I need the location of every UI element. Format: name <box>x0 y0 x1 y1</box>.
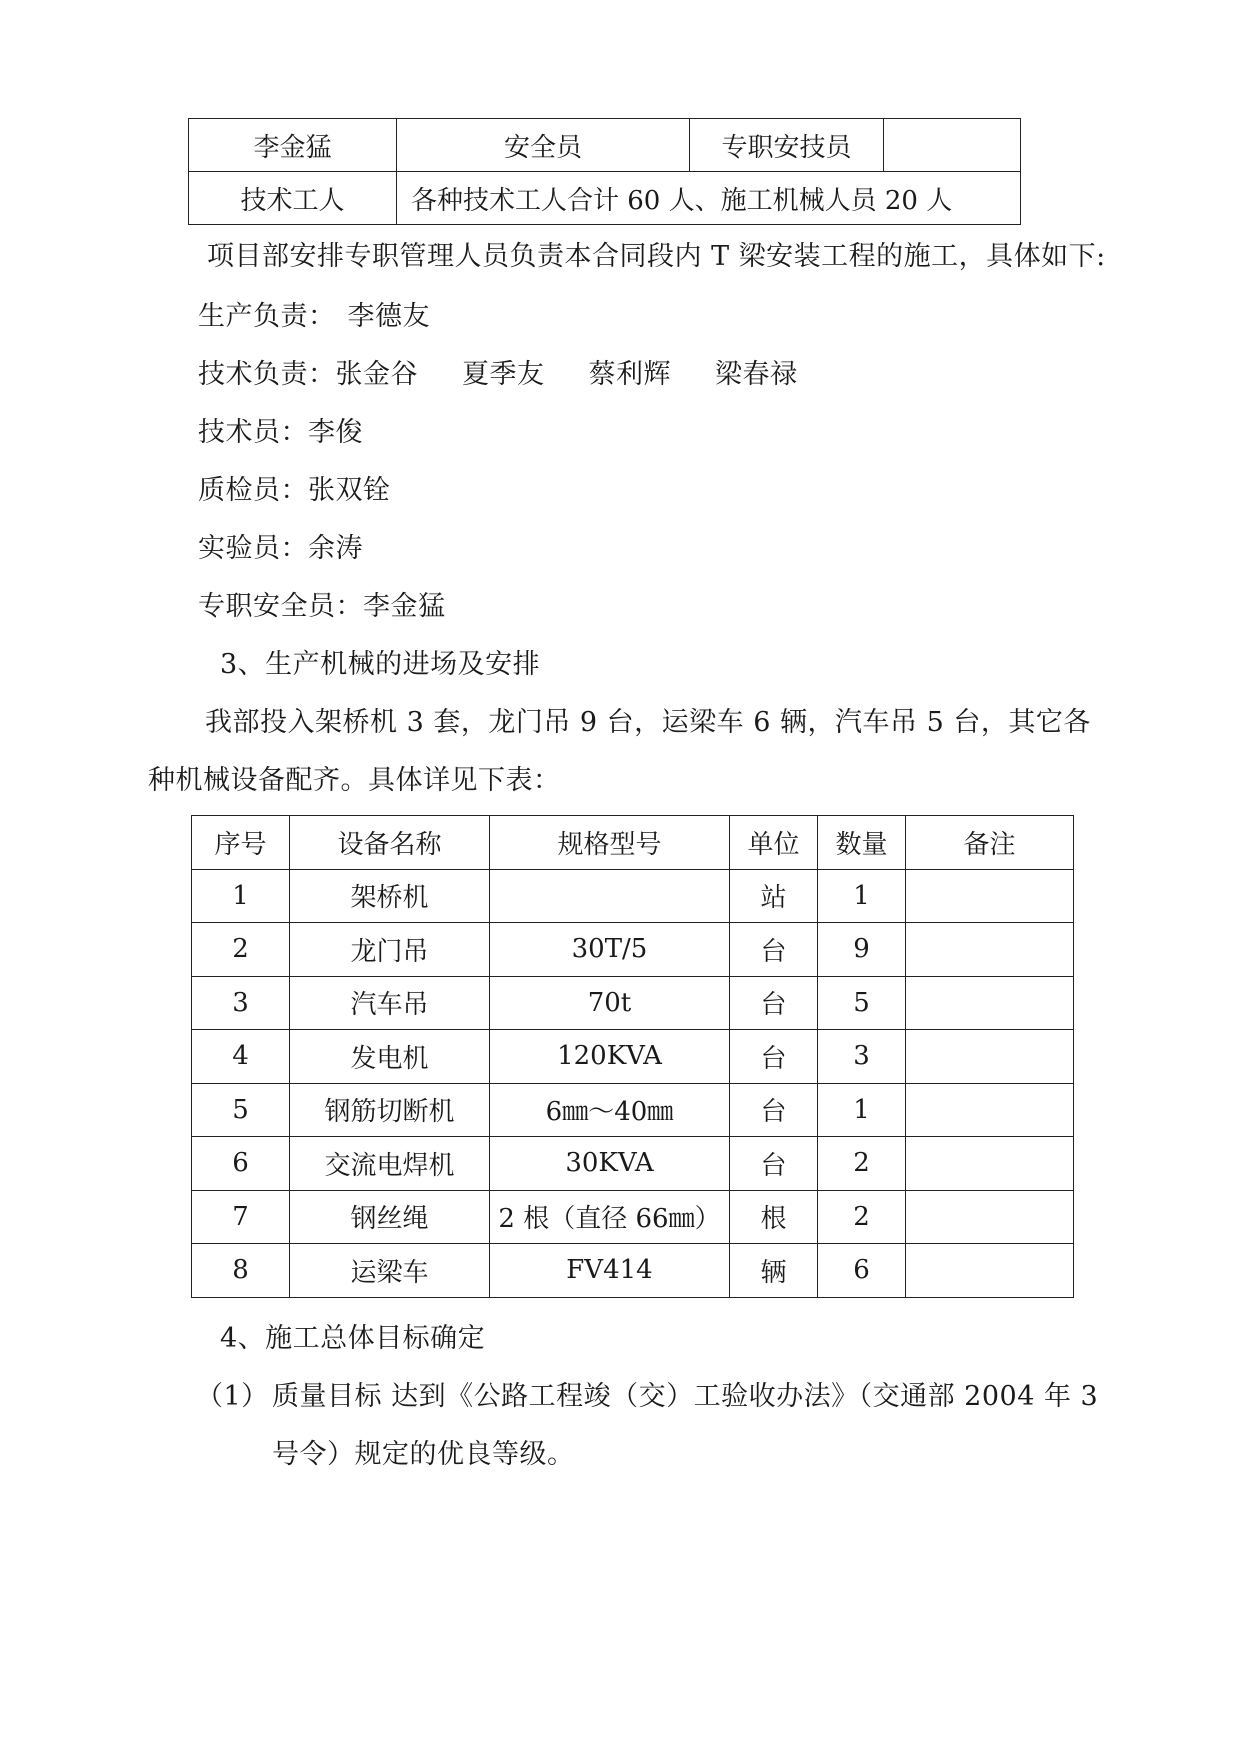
table-cell: 6 <box>818 1244 906 1298</box>
equipment-table <box>191 815 1074 1298</box>
section-4-item-1-line-2: 号令）规定的优良等级。 <box>272 1439 575 1470</box>
column-header: 数量 <box>818 816 906 870</box>
role-label: 生产负责： <box>198 301 336 332</box>
table-cell: 7 <box>192 1190 290 1244</box>
role-name: 夏季友 <box>462 359 545 390</box>
role-name: 李金猛 <box>363 591 446 622</box>
role-label: 技术员： <box>198 417 308 448</box>
table-cell: 台 <box>730 1030 818 1084</box>
table-cell: 台 <box>730 1137 818 1191</box>
table-cell: 1 <box>818 1083 906 1137</box>
table-cell: 70t <box>490 976 730 1030</box>
table-cell: 运梁车 <box>290 1244 490 1298</box>
table-cell: FV414 <box>490 1244 730 1298</box>
table-cell <box>884 119 1021 172</box>
table-cell: 1 <box>818 869 906 923</box>
role-technical <box>198 358 798 392</box>
role-safety-officer <box>198 590 446 624</box>
table-cell: 交流电焊机 <box>290 1137 490 1191</box>
role-technician <box>198 416 363 450</box>
section-4-item-1-line-1: 质量目标 达到《公路工程竣（交）工验收办法》（交通部 2004 年 3 <box>272 1381 1099 1412</box>
table-cell: 李金猛 <box>189 119 397 172</box>
table-row <box>189 172 1021 225</box>
table-cell: 台 <box>730 923 818 977</box>
table-cell: 辆 <box>730 1244 818 1298</box>
column-header: 单位 <box>730 816 818 870</box>
table-cell <box>906 1137 1074 1191</box>
table-cell: 汽车吊 <box>290 976 490 1030</box>
table-cell <box>906 1244 1074 1298</box>
table-cell: 台 <box>730 976 818 1030</box>
role-name: 李德友 <box>347 301 430 332</box>
table-cell: 6 <box>192 1137 290 1191</box>
table-row <box>192 1083 1074 1137</box>
table-cell: 发电机 <box>290 1030 490 1084</box>
section-3-heading: 3、生产机械的进场及安排 <box>220 649 541 680</box>
column-header: 规格型号 <box>490 816 730 870</box>
table-cell: 技术工人 <box>189 172 397 225</box>
table-cell <box>906 1083 1074 1137</box>
table-row <box>192 1190 1074 1244</box>
table-cell: 30KVA <box>490 1137 730 1191</box>
table-cell: 各种技术工人合计 60 人、施工机械人员 20 人 <box>397 172 1021 225</box>
table-cell: 5 <box>192 1083 290 1137</box>
table-cell: 9 <box>818 923 906 977</box>
table-row <box>192 976 1074 1030</box>
table-cell <box>490 869 730 923</box>
table-row <box>192 1244 1074 1298</box>
column-header: 序号 <box>192 816 290 870</box>
staff-table <box>188 118 1021 225</box>
table-cell: 专职安技员 <box>690 119 884 172</box>
section-3-paragraph-line-1: 我部投入架桥机 3 套，龙门吊 9 台，运梁车 6 辆，汽车吊 5 台，其它各 <box>205 707 1091 738</box>
table-cell: 根 <box>730 1190 818 1244</box>
role-label: 专职安全员： <box>198 591 363 622</box>
table-cell: 1 <box>192 869 290 923</box>
table-cell: 站 <box>730 869 818 923</box>
table-cell: 2 <box>818 1190 906 1244</box>
table-cell: 4 <box>192 1030 290 1084</box>
table-cell <box>906 923 1074 977</box>
table-row <box>189 119 1021 172</box>
role-name: 张双铨 <box>308 475 391 506</box>
role-name: 余涛 <box>308 533 363 564</box>
role-label: 技术负责： <box>198 359 336 390</box>
section-4-heading: 4、施工总体目标确定 <box>220 1323 486 1354</box>
table-row <box>192 1137 1074 1191</box>
table-cell: 30T/5 <box>490 923 730 977</box>
role-label: 质检员： <box>198 475 308 506</box>
table-row <box>192 869 1074 923</box>
column-header: 备注 <box>906 816 1074 870</box>
table-cell: 5 <box>818 976 906 1030</box>
intro-paragraph: 项目部安排专职管理人员负责本合同段内 T 梁安装工程的施工，具体如下: <box>207 241 1106 272</box>
role-name: 蔡利辉 <box>588 359 671 390</box>
table-cell: 钢筋切断机 <box>290 1083 490 1137</box>
table-cell: 2 <box>192 923 290 977</box>
table-cell: 120KVA <box>490 1030 730 1084</box>
role-name: 李俊 <box>308 417 363 448</box>
column-header: 设备名称 <box>290 816 490 870</box>
table-cell: 2 <box>818 1137 906 1191</box>
table-cell <box>906 976 1074 1030</box>
table-header-row <box>192 816 1074 870</box>
table-cell <box>906 1030 1074 1084</box>
table-cell: 3 <box>818 1030 906 1084</box>
role-quality-inspector <box>198 474 391 508</box>
table-cell: 安全员 <box>397 119 690 172</box>
table-cell <box>906 1190 1074 1244</box>
table-cell: 2 根（直径 66㎜） <box>490 1190 730 1244</box>
role-production <box>198 300 430 334</box>
table-cell: 3 <box>192 976 290 1030</box>
table-cell: 6㎜～40㎜ <box>490 1083 730 1137</box>
role-name: 梁春禄 <box>715 359 798 390</box>
role-label: 实验员： <box>198 533 308 564</box>
table-cell: 8 <box>192 1244 290 1298</box>
table-cell: 架桥机 <box>290 869 490 923</box>
table-row <box>192 1030 1074 1084</box>
table-row <box>192 923 1074 977</box>
table-cell <box>906 869 1074 923</box>
table-cell: 台 <box>730 1083 818 1137</box>
table-cell: 龙门吊 <box>290 923 490 977</box>
table-cell: 钢丝绳 <box>290 1190 490 1244</box>
section-3-paragraph-line-2: 种机械设备配齐。具体详见下表： <box>148 765 561 796</box>
role-name: 张金谷 <box>335 359 418 390</box>
role-lab-tester <box>198 532 363 566</box>
section-4-item-1-prefix: （1） <box>196 1381 269 1412</box>
